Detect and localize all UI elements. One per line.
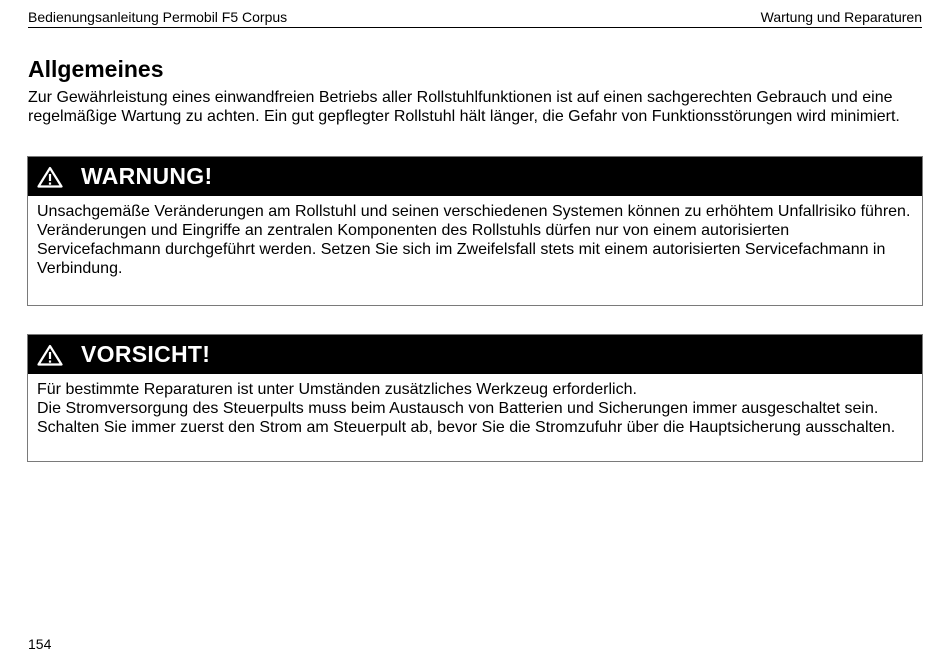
page-header: [28, 8, 922, 28]
page-number: 154: [28, 636, 52, 652]
caution-label: VORSICHT!: [81, 341, 211, 367]
warning-header: [28, 157, 922, 196]
document-title: Bedienungsanleitung Permobil F5 Corpus: [28, 9, 288, 25]
caution-paragraph: Für bestimmte Reparaturen ist unter Umständen zusätzliches Werkzeug erforderlich.: [37, 381, 637, 398]
warning-text: [28, 196, 922, 278]
caution-box: [27, 334, 923, 462]
warning-paragraph: Unsachgemäße Veränderungen am Rollstuhl und seinen verschiedenen Systemen können zu erhöhtem Unfallrisiko führen.: [37, 203, 911, 220]
section-title: Allgemeines: [28, 56, 164, 82]
chapter-title: Wartung und Reparaturen: [760, 9, 922, 25]
intro-paragraph: Zur Gewährleistung eines einwandfreien Betriebs aller Rollstuhlfunktionen ist auf einen sachgerechten Gebrauch und eine regelmäßige Wartung zu achten. Ein gut gepflegter Rollstuhl hält länger, die Gefahr von Funktionsstörungen wird minimiert.: [28, 89, 900, 125]
warning-paragraph: Veränderungen und Eingriffe an zentralen Komponenten des Rollstuhls dürfen nur von einem autorisierten Servicefachmann durchgeführt werden. Setzen Sie sich im Zweifelsfall stets mit einem autorisierten Servicefachmann in Verbindung.: [37, 222, 886, 277]
warning-triangle-icon: [37, 166, 63, 188]
warning-box: [27, 156, 923, 306]
warning-label: WARNUNG!: [81, 163, 213, 189]
caution-paragraph: Die Stromversorgung des Steuerpults muss beim Austausch von Batterien und Sicherungen immer ausgeschaltet sein. Schalten Sie immer zuerst den Strom am Steuerpult ab, bevor Sie die Stromzufuhr über die Hauptsicherung ausschalten.: [37, 400, 896, 436]
caution-text: [28, 374, 922, 437]
warning-triangle-icon: [37, 344, 63, 366]
caution-header: [28, 335, 922, 374]
